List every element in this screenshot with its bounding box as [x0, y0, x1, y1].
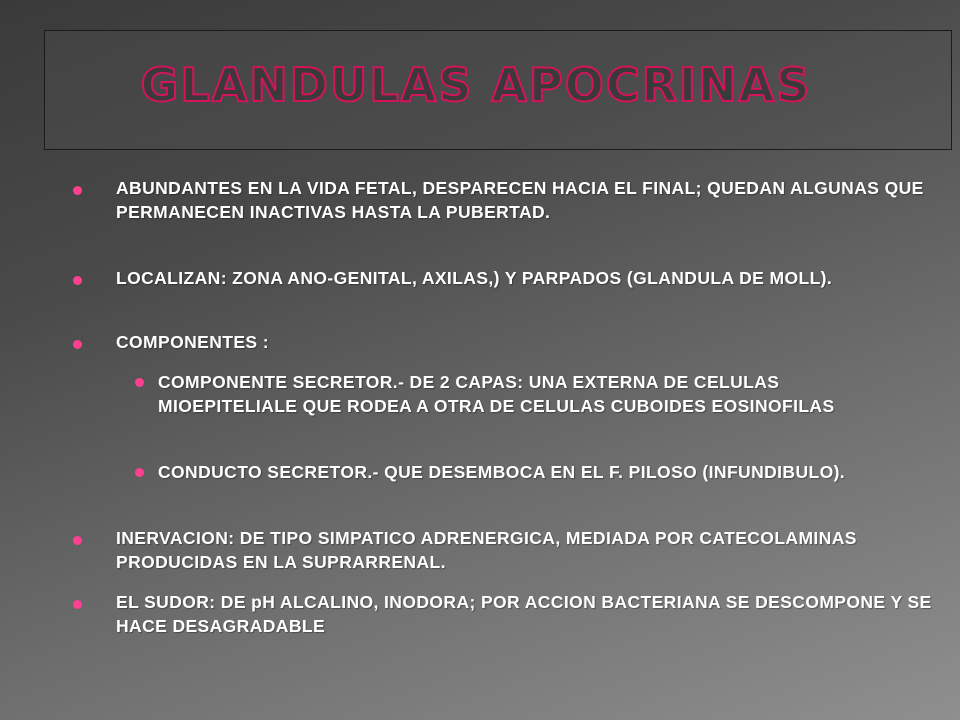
- bullet-dot: [73, 600, 82, 609]
- bullet-item: INERVACION: DE TIPO SIMPATICO ADRENERGICA, MEDIADA POR CATECOLAMINAS PRODUCIDAS EN LA SUPRARRENAL.: [116, 528, 857, 572]
- bullet-item: LOCALIZAN: ZONA ANO-GENITAL, AXILAS,) Y PARPADOS (GLANDULA DE MOLL).: [116, 268, 833, 288]
- bullet-item: COMPONENTES :: [116, 332, 269, 352]
- bullet-dot: [73, 536, 82, 545]
- slide-title: GLANDULAS APOCRINAS: [140, 58, 812, 112]
- bullet-dot: [73, 186, 82, 195]
- bullet-item: ABUNDANTES EN LA VIDA FETAL, DESPARECEN HACIA EL FINAL; QUEDAN ALGUNAS QUE PERMANECEN INACTIVAS HASTA LA PUBERTAD.: [116, 178, 924, 222]
- bullet-item: EL SUDOR: DE pH ALCALINO, INODORA; POR ACCION BACTERIANA SE DESCOMPONE Y SE HACE DESAGRADABLE: [116, 592, 932, 636]
- bullet-dot: [73, 276, 82, 285]
- sub-bullet-dot: [135, 468, 144, 477]
- sub-bullet-dot: [135, 378, 144, 387]
- sub-bullet-item: CONDUCTO SECRETOR.- QUE DESEMBOCA EN EL F. PILOSO (INFUNDIBULO).: [158, 462, 846, 482]
- sub-bullet-item: COMPONENTE SECRETOR.- DE 2 CAPAS: UNA EXTERNA DE CELULAS MIOEPITELIALE QUE RODEA A OTRA DE CELULAS CUBOIDES EOSINOFILAS: [158, 372, 835, 416]
- bullet-dot: [73, 340, 82, 349]
